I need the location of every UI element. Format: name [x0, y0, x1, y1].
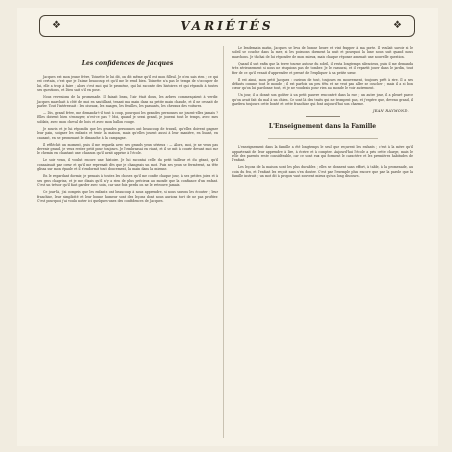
- author-signature: JEAN RAYMOND.: [372, 109, 409, 114]
- ornament-right-icon: ❖: [393, 20, 402, 31]
- paragraph: Il est ainsi, mon petit Jacques : curieux de tout, toujours en mouvement, toujours prêt à rire. Il a ses défauts comme tout le monde ; il est parfois un peu têtu et ne veut pas aller se coucher ; mais il a si bon cœur qu'on lui pardonne tout, et je ne voudrais pour rien au monde le voir autrement.: [232, 77, 413, 91]
- paragraph: Le soir venu, il voulut encore une histoire. Je lui racontai celle du petit tailleur et du géant, qu'il connaissait par cœur et qu'il me reprenait dès que je changeais un mot. Puis ses yeux se fermèrent, sa tête glissa sur mon épaule et il s'endormit tout doucement, la main dans la mienne.: [37, 158, 218, 172]
- paragraph: Un jour, il a donné son goûter à un petit pauvre rencontré dans la rue ; un autre jour, il a pleuré parce qu'on avait fait du mal à un chien. Ce sont là des traits qui ne trompent pas, et j'espère que, devenu grand, il gardera toujours cette bonté et cette franchise qui font aujourd'hui son charme.: [232, 93, 413, 107]
- separator-rule: [268, 138, 378, 139]
- left-column: [37, 46, 218, 206]
- column-divider: [223, 46, 224, 438]
- paragraph: — Dis, grand frère, me demanda-t-il tout à coup, pourquoi les grandes personnes ne jouent-elles jamais ? Elles doivent bien s'ennuyer, n'est-ce pas ? Moi, quand je serai grand, je jouerai tout le temps, avec mes soldats, avec mon cheval de bois et avec mon ballon rouge.: [37, 111, 218, 124]
- article-heading: Les confidences de Jacques: [81, 60, 174, 67]
- paragraph: Le lendemain matin, Jacques se leva de bonne heure et vint frapper à ma porte. Il voulait savoir si le soleil se couche dans la mer, si les poissons dorment la nuit et pourquoi la lune nous suit quand nous marchons. Je tâchai de lui répondre de mon mieux, mais chaque réponse amenait une nouvelle question.: [232, 46, 413, 59]
- paragraph: Les leçons de la maison sont les plus durables ; elles se donnent sans effort, à table, à la promenade, au coin du feu, et l'enfant les reçoit sans s'en douter. C'est par l'exemple plus encore que par la parole que la famille instruit ; un mot dit à propos vaut souvent mieux qu'un long discours.: [232, 165, 413, 179]
- section-banner: [39, 15, 415, 37]
- paragraph: Jacques est mon jeune frère, Toinette le lui dit, on dit même qu'il est mon filleul. Je n'en sais rien ; ce qui est certain, c'est que je l'aime beaucoup et qu'il me le rend bien. Toinette n'a pas le temps de s'occuper de lui, elle a trop à faire ; alors c'est moi qui le promène, qui lui raconte des histoires et qui réponds à toutes ses questions, et Dieu sait s'il en pose.: [37, 75, 218, 93]
- ornament-left-icon: ❖: [52, 20, 61, 31]
- paragraph: Ce jour-là, j'ai compris que les enfants ont beaucoup à nous apprendre, si nous savons les écouter ; leur franchise, leur simplicité et leur bonne humeur sont des leçons dont nous aurions tort de ne pas profiter. C'est pourquoi j'ai voulu noter ici quelques-unes des confidences de Jacques.: [37, 190, 218, 203]
- magazine-page: [17, 8, 438, 446]
- separator-rule: [306, 116, 340, 117]
- paragraph: En le regardant dormir, je pensais à toutes les choses qu'il me confie chaque jour, à ses petites joies et à ses gros chagrins, et je me disais qu'il n'y a rien de plus précieux au monde que la confiance d'un enfant. C'est un trésor qu'il faut garder avec soin, car une fois perdu on ne le retrouve jamais.: [37, 174, 218, 188]
- paragraph: Quand il sut enfin que la terre tourne autour du soleil, il resta longtemps silencieux, puis il me demanda très sérieusement si nous ne risquions pas de tomber. Je le rassurai, et il repartit jouer dans le jardin, tout fier de ce qu'il venait d'apprendre et pressé de l'expliquer à sa petite sœur.: [232, 61, 413, 75]
- article-heading: L'Enseignement dans la Famille: [268, 123, 377, 131]
- right-column: [232, 46, 413, 181]
- paragraph: Nous revenions de la promenade. Il faisait beau, l'air était doux, les arbres commençaient à verdir. Jacques marchait à côté de moi en sautillant, tenant ma main dans sa petite main chaude, et il ne cessait de parler. Tout l'intéressait : les oiseaux, les nuages, les feuilles, les passants, les chevaux des voitures.: [37, 95, 218, 109]
- section-title: VARIÉTÉS: [180, 19, 274, 33]
- paragraph: Il réfléchit un moment, puis il me regarda avec ses grands yeux sérieux : — Alors, moi, je ne veux pas devenir grand, je veux rester petit pour toujours. Je l'embrassai en riant, et il se mit à courir devant moi sur le chemin en chantant une chanson qu'il avait apprise à l'école.: [37, 142, 218, 156]
- paragraph: Je souris et je lui répondis que les grandes personnes ont beaucoup de travail, qu'elles doivent gagner leur pain, soigner les enfants et tenir la maison, mais qu'elles jouent aussi à leur manière, en lisant, en causant, en se promenant le dimanche à la campagne.: [37, 126, 218, 140]
- paragraph: L'enseignement dans la famille a été longtemps le seul que reçurent les enfants ; c'est à la mère qu'il appartenait de leur apprendre à lire, à écrire et à compter. Aujourd'hui l'école a pris cette charge, mais le rôle des parents reste considérable, car ce sont eux qui forment le caractère et les premières habitudes de l'enfant.: [232, 145, 413, 163]
